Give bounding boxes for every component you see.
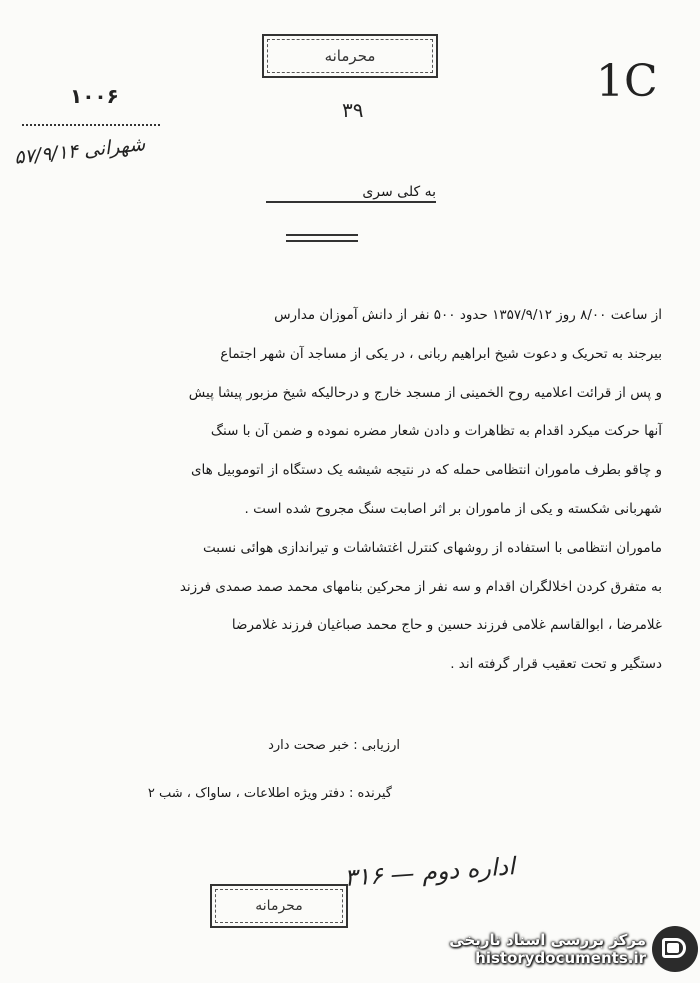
body-line: شهربانی شکسته و یکی از ماموران بر اثر اصابت سنگ مجروح شده است . (244, 500, 662, 517)
watermark-title: مرکز بررسی اسناد تاریخی (449, 931, 646, 949)
body-line: دستگیر و تحت تعقیب قرار گرفته اند . (450, 656, 662, 673)
page-number: ۳۹ (342, 98, 364, 122)
classification-heading (266, 184, 436, 203)
heading-double-rule (286, 234, 358, 242)
handwritten-note: اداره دوم — ۳۱۶ (343, 852, 516, 892)
recipient-line: گیرنده : دفتر ویژه اطلاعات ، ساواک ، شب ۲ (147, 786, 392, 801)
body-line: آنها حرکت میکرد اقدام به تظاهرات و دادن شعار مضره نموده و ضمن آن با سنگ (210, 423, 662, 440)
body-line: غلامرضا ، ابوالقاسم غلامی فرزند حسین و حاج محمد صباغیان فرزند غلامرضا (231, 617, 662, 634)
body-line: و پس از قرائت اعلامیه روح الخمینی از مسجد خارج و درحالیکه شیخ مزبور پیشا پیش (188, 384, 662, 401)
body-line: به متفرق کردن اخلالگران اقدام و سه نفر از محرکین بنامهای محمد صمد صمدی فرزند (179, 578, 662, 595)
watermark (408, 920, 698, 978)
confidential-stamp-top: محرمانه (262, 34, 438, 78)
assessment-line: ارزیابی : خبر صحت دارد (268, 738, 400, 753)
body-line: و چاقو بطرف ماموران انتظامی حمله که در نتیجه شیشه یک دستگاه از اتوموبیل های (190, 462, 662, 479)
classification-label: به کلی سری (362, 184, 436, 200)
confidential-stamp-bottom: محرمانه (210, 884, 348, 928)
body-line: از ساعت ۸/۰۰ روز ۱۳۵۷/۹/۱۲ حدود ۵۰۰ نفر از دانش آموزان مدارس (274, 307, 662, 323)
document-number: ۱۰۰۶ (70, 84, 119, 108)
body-line: بیرجند به تحریک و دعوت شیخ ابراهیم ربانی ، در یکی از مساجد آن شهر اجتماع (220, 345, 662, 362)
watermark-text (449, 931, 646, 967)
document-number-underline (22, 124, 160, 126)
body-line: ماموران انتظامی با استفاده از روشهای کنترل اغتشاشات و تیراندازی هوائی نسبت (203, 539, 662, 556)
report-body (40, 296, 662, 684)
handwritten-date: شهرانی ۵۷/۹/۱۴ (13, 133, 147, 169)
watermark-url: historydocuments.ir (475, 949, 646, 967)
corner-handwritten-number: 1C (596, 56, 658, 107)
archive-logo-icon (652, 926, 698, 972)
